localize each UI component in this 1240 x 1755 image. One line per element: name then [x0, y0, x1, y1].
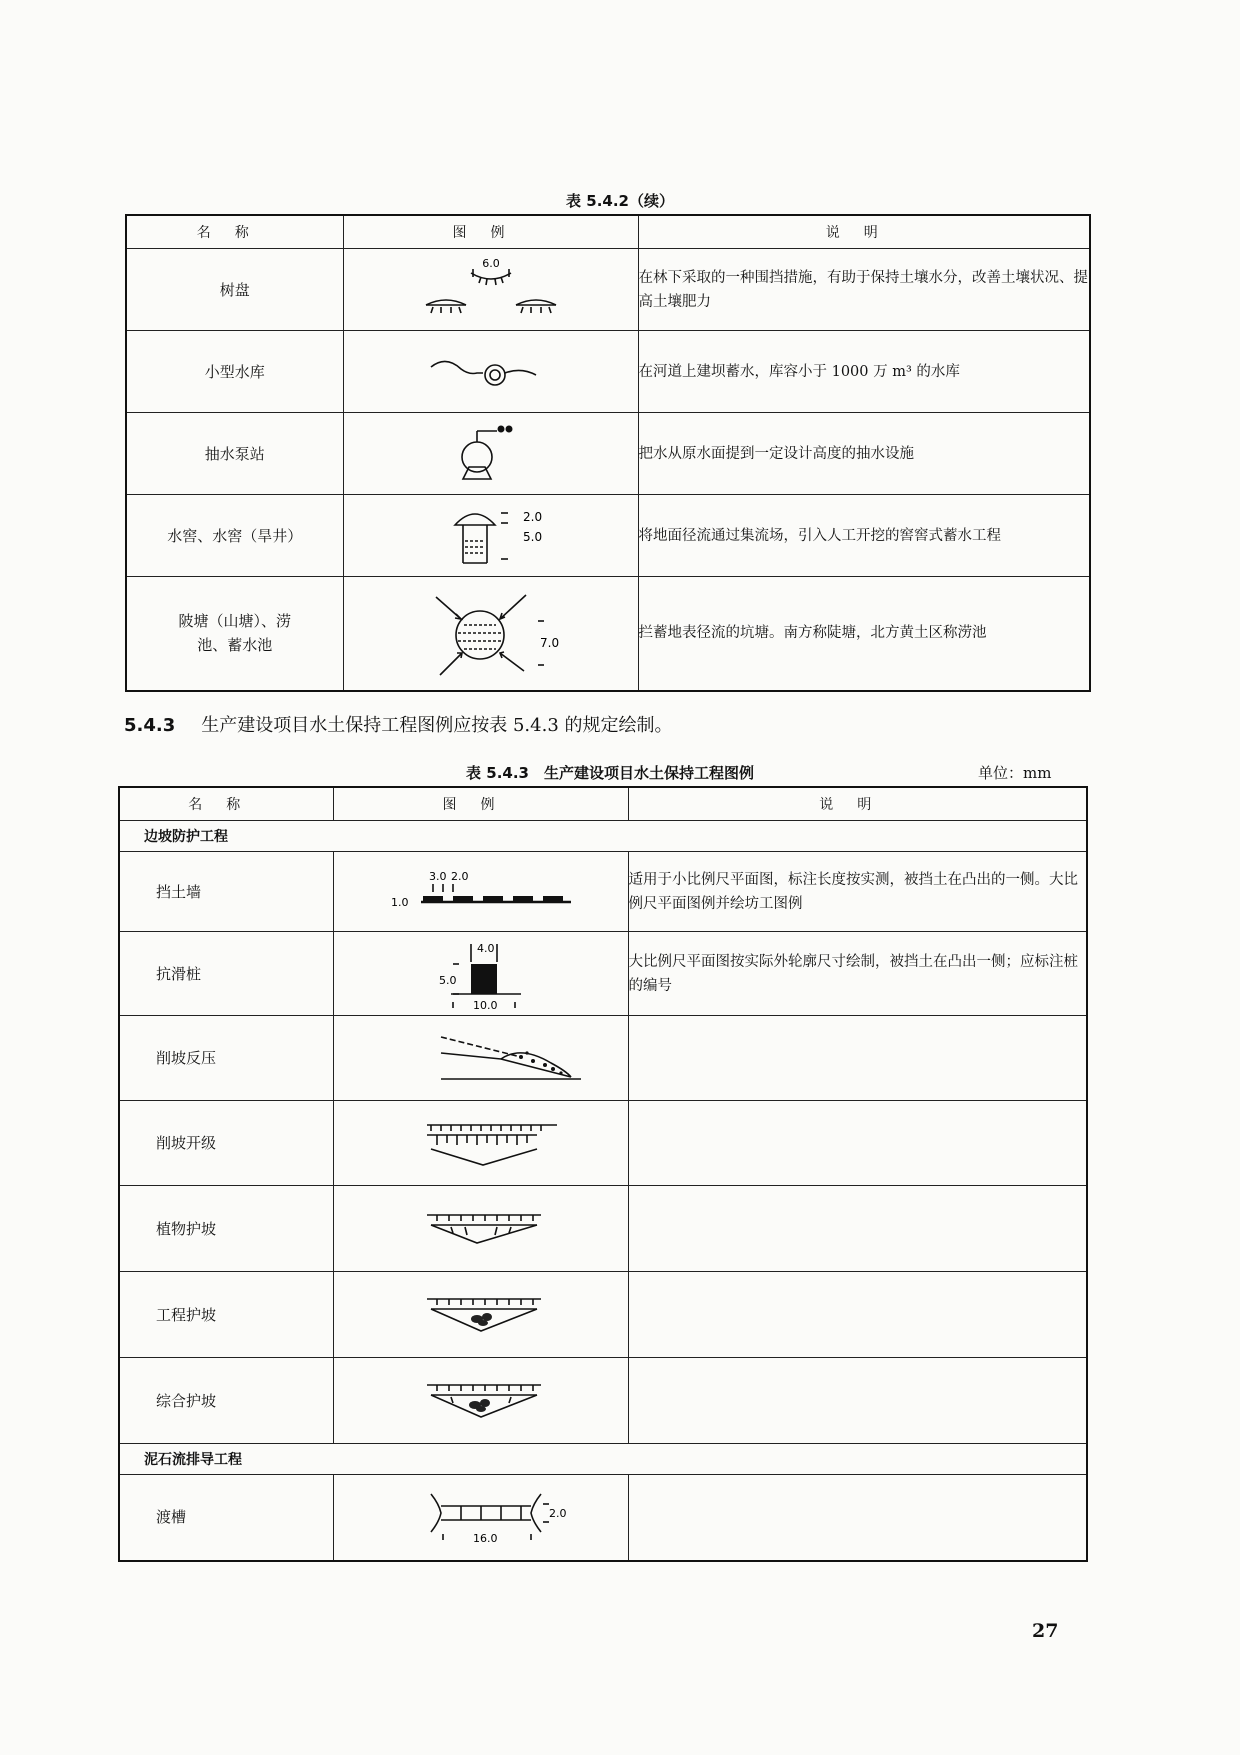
dimension-label: 1.0 [390, 895, 408, 909]
row-description: 大比例尺平面图按实际外轮廓尺寸绘制，被挡土在凸出一侧；应标注桩的编号 [628, 932, 1087, 1016]
legend-cell [343, 249, 638, 331]
row-description [628, 1101, 1087, 1186]
vegetation-slope-protection-symbol [381, 1199, 581, 1259]
anti-slide-pile-symbol [381, 936, 581, 1012]
row-name: 综合护坡 [119, 1358, 333, 1444]
header-legend: 图例 [333, 787, 628, 821]
table-row [119, 852, 1087, 932]
table1 [125, 214, 1091, 692]
row-description [628, 1358, 1087, 1444]
row-name: 工程护坡 [119, 1272, 333, 1358]
dimension-label: 2.0 [522, 509, 542, 524]
row-description: 拦蓄地表径流的坑塘。南方称陡塘，北方黄土区称涝池 [638, 577, 1090, 691]
row-name: 陂塘（山塘）、涝池、蓄水池 [126, 577, 343, 691]
page-number: 27 [1032, 1620, 1059, 1642]
legend-cell [333, 1475, 628, 1561]
table-row [119, 1016, 1087, 1101]
table2-header-row [119, 787, 1087, 821]
row-name: 削坡反压 [119, 1016, 333, 1101]
legend-cell [333, 932, 628, 1016]
clause-text: 生产建设项目水土保持工程图例应按表 5.4.3 的规定绘制。 [201, 715, 673, 736]
slope-bench-symbol [381, 1113, 581, 1173]
row-description [628, 1272, 1087, 1358]
pump-station-symbol [411, 419, 571, 489]
row-name: 水窖、水窖（旱井） [126, 495, 343, 577]
legend-cell [333, 1358, 628, 1444]
dimension-label: 3.0 [428, 869, 446, 883]
row-name: 抗滑桩 [119, 932, 333, 1016]
row-description [628, 1475, 1087, 1561]
header-name: 名称 [119, 787, 333, 821]
dimension-label: 7.0 [539, 636, 559, 651]
legend-cell [333, 1186, 628, 1272]
section-row [119, 1444, 1087, 1475]
row-description: 将地面径流通过集流场，引入人工开挖的窖窖式蓄水工程 [638, 495, 1090, 577]
table-row [126, 413, 1090, 495]
dimension-label: 6.0 [481, 256, 500, 270]
section-row [119, 821, 1087, 852]
dimension-label: 10.0 [472, 998, 497, 1012]
unit-label: 单位：mm [978, 764, 1052, 782]
slope-cut-backpressure-symbol [381, 1023, 581, 1093]
pond-symbol [406, 583, 576, 683]
dot [505, 425, 512, 432]
legend-cell [343, 413, 638, 495]
dimension-label: 5.0 [522, 529, 542, 544]
row-description [628, 1016, 1087, 1101]
row-description: 适用于小比例尺平面图，标注长度按实测，被挡土在凸出的一侧。大比例尺平面图例并绘坊工图例 [628, 852, 1087, 932]
dimension-label: 2.0 [548, 1507, 566, 1521]
header-name: 名称 [126, 215, 343, 249]
row-name: 植物护坡 [119, 1186, 333, 1272]
header-description: 说明 [628, 787, 1087, 821]
small-reservoir-symbol [411, 347, 571, 397]
engineering-slope-protection-symbol [381, 1285, 581, 1345]
row-name: 抽水泵站 [126, 413, 343, 495]
row-description: 把水从原水面提到一定设计高度的抽水设施 [638, 413, 1090, 495]
row-description [628, 1186, 1087, 1272]
cistern-symbol [411, 501, 571, 571]
table-row [126, 249, 1090, 331]
header-legend: 图例 [343, 215, 638, 249]
row-name: 削坡开级 [119, 1101, 333, 1186]
table-row [126, 577, 1090, 691]
clause-paragraph [124, 711, 673, 737]
legend-cell [343, 495, 638, 577]
row-description: 在林下采取的一种围挡措施，有助于保持土壤水分，改善土壤状况、提高土壤肥力 [638, 249, 1090, 331]
row-name: 挡土墙 [119, 852, 333, 932]
table-row [119, 1272, 1087, 1358]
header-description: 说明 [638, 215, 1090, 249]
table-row [119, 1101, 1087, 1186]
table-row [119, 1475, 1087, 1561]
dimension-label: 5.0 [438, 973, 456, 987]
table-row [119, 932, 1087, 1016]
table1-header-row [126, 215, 1090, 249]
clause-number: 5.4.3 [124, 715, 176, 736]
legend-cell [333, 852, 628, 932]
table1-caption: 表 5.4.2（续） [566, 192, 674, 210]
legend-cell [333, 1272, 628, 1358]
legend-cell [343, 577, 638, 691]
section-slope-protection: 边坡防护工程 [119, 821, 1087, 852]
row-name: 树盘 [126, 249, 343, 331]
combined-slope-protection-symbol [381, 1371, 581, 1431]
dot [497, 425, 504, 432]
row-name: 渡槽 [119, 1475, 333, 1561]
table2 [118, 786, 1088, 1562]
legend-cell [333, 1101, 628, 1186]
aqueduct-symbol [381, 1482, 581, 1552]
row-description: 在河道上建坝蓄水，库容小于 1000 万 m³ 的水库 [638, 331, 1090, 413]
table-row [119, 1358, 1087, 1444]
tree-pit-symbol [411, 255, 571, 325]
legend-cell [333, 1016, 628, 1101]
legend-cell [343, 331, 638, 413]
table-row [126, 495, 1090, 577]
retaining-wall-symbol [381, 862, 581, 922]
dimension-label: 16.0 [472, 1532, 497, 1546]
table-row [119, 1186, 1087, 1272]
dimension-label: 4.0 [476, 941, 494, 955]
dimension-label: 2.0 [450, 869, 468, 883]
table-row [126, 331, 1090, 413]
section-debris-flow: 泥石流排导工程 [119, 1444, 1087, 1475]
row-name: 小型水库 [126, 331, 343, 413]
table2-caption: 表 5.4.3 生产建设项目水土保持工程图例 [466, 764, 754, 782]
